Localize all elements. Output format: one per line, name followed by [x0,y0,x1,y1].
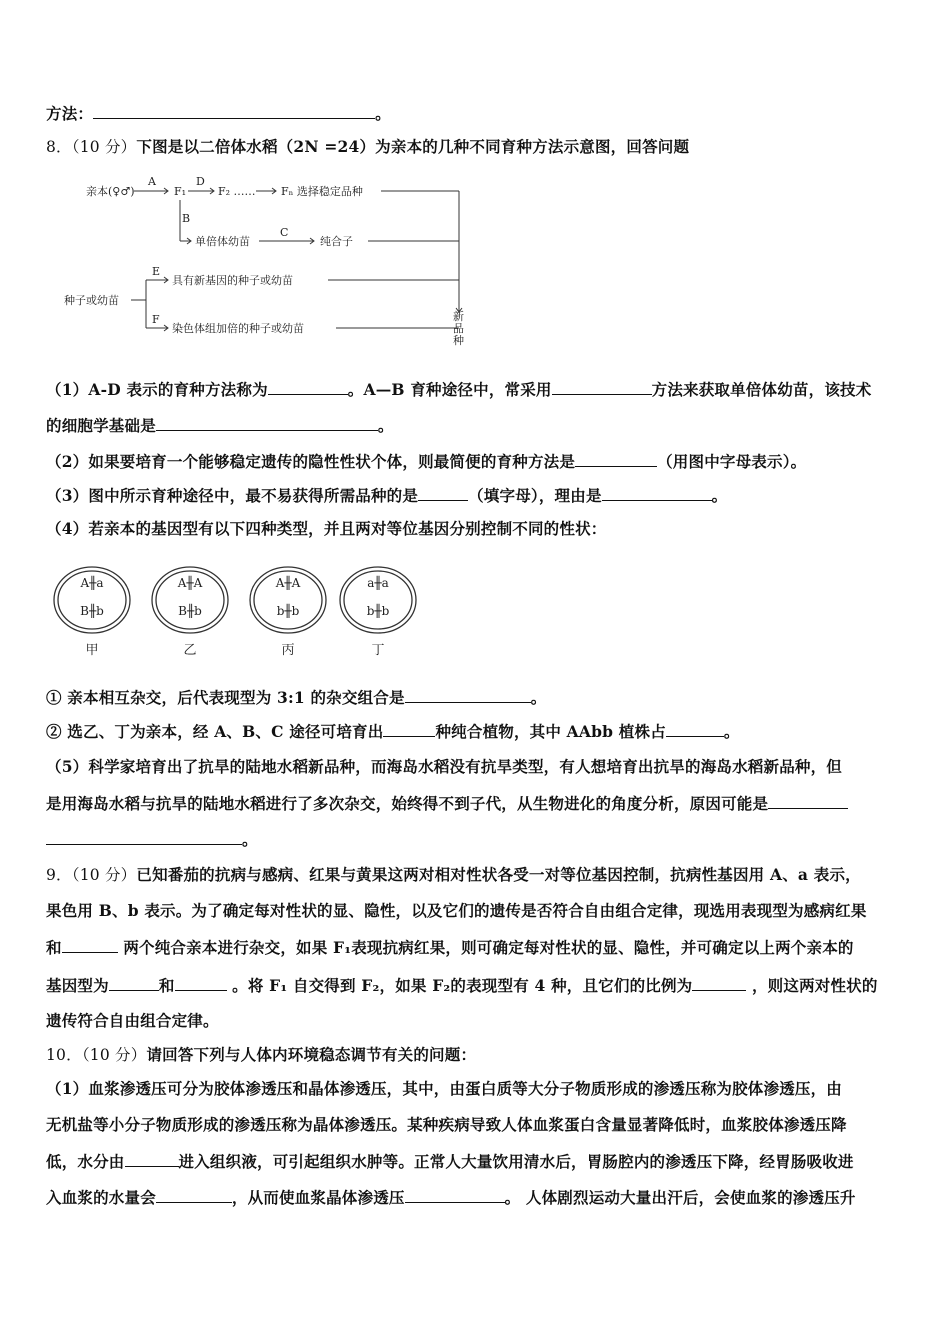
diagram-label-f: F [152,313,160,326]
cell-yi-bottom: B╫b [178,604,202,618]
cell-jia-bottom: B╫b [80,604,104,618]
answer-blank[interactable] [405,1186,505,1203]
question-10-line2: 无机盐等小分子物质形成的渗透压称为晶体渗透压。某种疾病导致人体血浆蛋白含量显著降低时，血浆胶体渗透压降 [46,1115,847,1134]
answer-blank[interactable] [383,720,435,737]
diagram-haploid: 单倍体幼苗 [195,235,250,248]
cell-bing-top: A╫A [275,576,301,590]
question-10-line3: 低，水分由 进入组织液，可引起组织水肿等。正常人大量饮用清水后，胃肠腔内的渗透压下降，经胃肠吸收进 [46,1152,854,1171]
method-line: 方法： 。 [46,104,391,123]
answer-blank[interactable] [418,484,468,501]
q8-part5-line2: 是用海岛水稻与抗旱的陆地水稻进行了多次杂交，始终得不到子代，从生物进化的角度分析，原因可能是 [46,792,904,815]
question-10-stem: 10．（10 分）请回答下列与人体内环境稳态调节有关的问题： [46,1045,477,1064]
answer-blank[interactable] [692,974,746,991]
diagram-label-e: E [152,265,161,278]
cell-ding-top: a╫a [367,576,389,590]
answer-blank[interactable] [575,450,657,467]
answer-blank[interactable] [666,720,724,737]
cell-label-yi: 乙 [183,643,197,658]
answer-blank[interactable] [602,484,712,501]
answer-blank[interactable] [156,414,378,431]
cell-jia-top: A╫a [80,576,104,590]
cell-label-jia: 甲 [85,643,99,658]
diagram-new-2: 品 [453,322,464,335]
q8-sub1: ① 亲本相互杂交，后代表现型为 3:1 的杂交组合是 。 [46,688,547,707]
answer-blank[interactable] [405,686,531,703]
diagram-newgene: 具有新基因的种子或幼苗 [172,274,293,287]
answer-blank[interactable] [62,936,118,953]
cell-label-ding: 丁 [371,643,385,658]
answer-blank[interactable] [268,378,348,395]
diagram-label-d: D [196,175,205,188]
answer-blank[interactable] [46,828,242,845]
answer-blank[interactable] [125,1150,179,1167]
answer-blank[interactable] [552,378,652,395]
question-9-line5: 遗传符合自由组合定律。 [46,1011,219,1030]
answer-blank[interactable] [768,792,848,809]
diagram-doubled: 染色体组加倍的种子或幼苗 [172,322,304,335]
diagram-fn: Fₙ 选择稳定品种 [281,185,363,198]
genotype-cells [50,560,430,660]
cell-yi-top: A╫A [177,576,203,590]
answer-blank[interactable] [156,1186,232,1203]
diagram-new-1: 新 [453,310,464,323]
cell-ding-bottom: b╫b [366,604,390,618]
cell-bing-bottom: b╫b [276,604,300,618]
question-8-stem: 8．（10 分）下图是以二倍体水稻（2N =24）为亲本的几种不同育种方法示意图，回答问题 [46,137,690,156]
question-9-line1: 9．（10 分）已知番茄的抗病与感病、红果与黄果这两对相对性状各受一对等位基因控制，抗病性基因用 A、a 表示， [46,865,861,884]
diagram-label-b: B [182,212,191,225]
diagram-new-3: 种 [453,334,464,347]
question-9-line2: 果色用 B、b 表示。为了确定每对性状的显、隐性，以及它们的遗传是否符合自由组合定律，现选用表现型为感病红果 [46,901,867,920]
question-10-line1: （1）血浆渗透压可分为胶体渗透压和晶体渗透压，其中，由蛋白质等大分子物质形成的渗透压称为胶体渗透压，由 [46,1079,842,1098]
diagram-seed: 种子或幼苗 [64,294,119,307]
q8-part3: （3）图中所示育种途径中，最不易获得所需品种的是 （填字母），理由是 。 [46,486,728,505]
question-9-line4: 基因型为 和 。将 F₁ 自交得到 F₂，如果 F₂的表现型有 4 种，且它们的比例为 ，则这两对性状的 [46,976,878,995]
diagram-f2: F₂ …… [218,185,256,198]
q8-sub2: ② 选乙、丁为亲本，经 A、B、C 途径可培育出 种纯合植物，其中 AAbb 植株占 。 [46,722,740,741]
q8-part4: （4）若亲本的基因型有以下四种类型，并且两对等位基因分别控制不同的性状： [46,519,607,538]
cell-label-bing: 丙 [281,643,295,658]
answer-blank[interactable] [93,102,375,119]
q8-part5-line3: 。 [46,828,904,851]
q8-part2: （2）如果要培育一个能够稳定遗传的隐性性状个体，则最简便的育种方法是 （用图中字母表示）。 [46,452,807,471]
question-10-line4: 入血浆的水量会 ，从而使血浆晶体渗透压 。 人体剧烈运动大量出汗后，会使血浆的渗透压升 [46,1188,856,1207]
diagram-f1: F₁ [174,185,187,198]
q8-part5-line1: （5）科学家培育出了抗旱的陆地水稻新品种，而海岛水稻没有抗旱类型，有人想培育出抗旱的海岛水稻新品种，但 [46,757,842,776]
q8-part1-line2: 的细胞学基础是 。 [46,416,394,435]
question-9-line3: 和 两个纯合亲本进行杂交，如果 F₁表现抗病红果，则可确定每对性状的显、隐性，并可确定以上两个亲本的 [46,938,854,957]
answer-blank[interactable] [175,974,227,991]
answer-blank[interactable] [109,974,159,991]
diagram-label-c: C [280,226,289,239]
q8-part1-line1: （1）A-D 表示的育种方法称为 。A—B 育种途径中，常采用 方法来获取单倍体幼苗，该技术 [46,380,872,399]
diagram-pure: 纯合子 [320,235,353,248]
diagram-parent: 亲本(♀♂) [86,185,135,198]
breeding-diagram [46,172,506,352]
diagram-label-a: A [148,175,156,188]
